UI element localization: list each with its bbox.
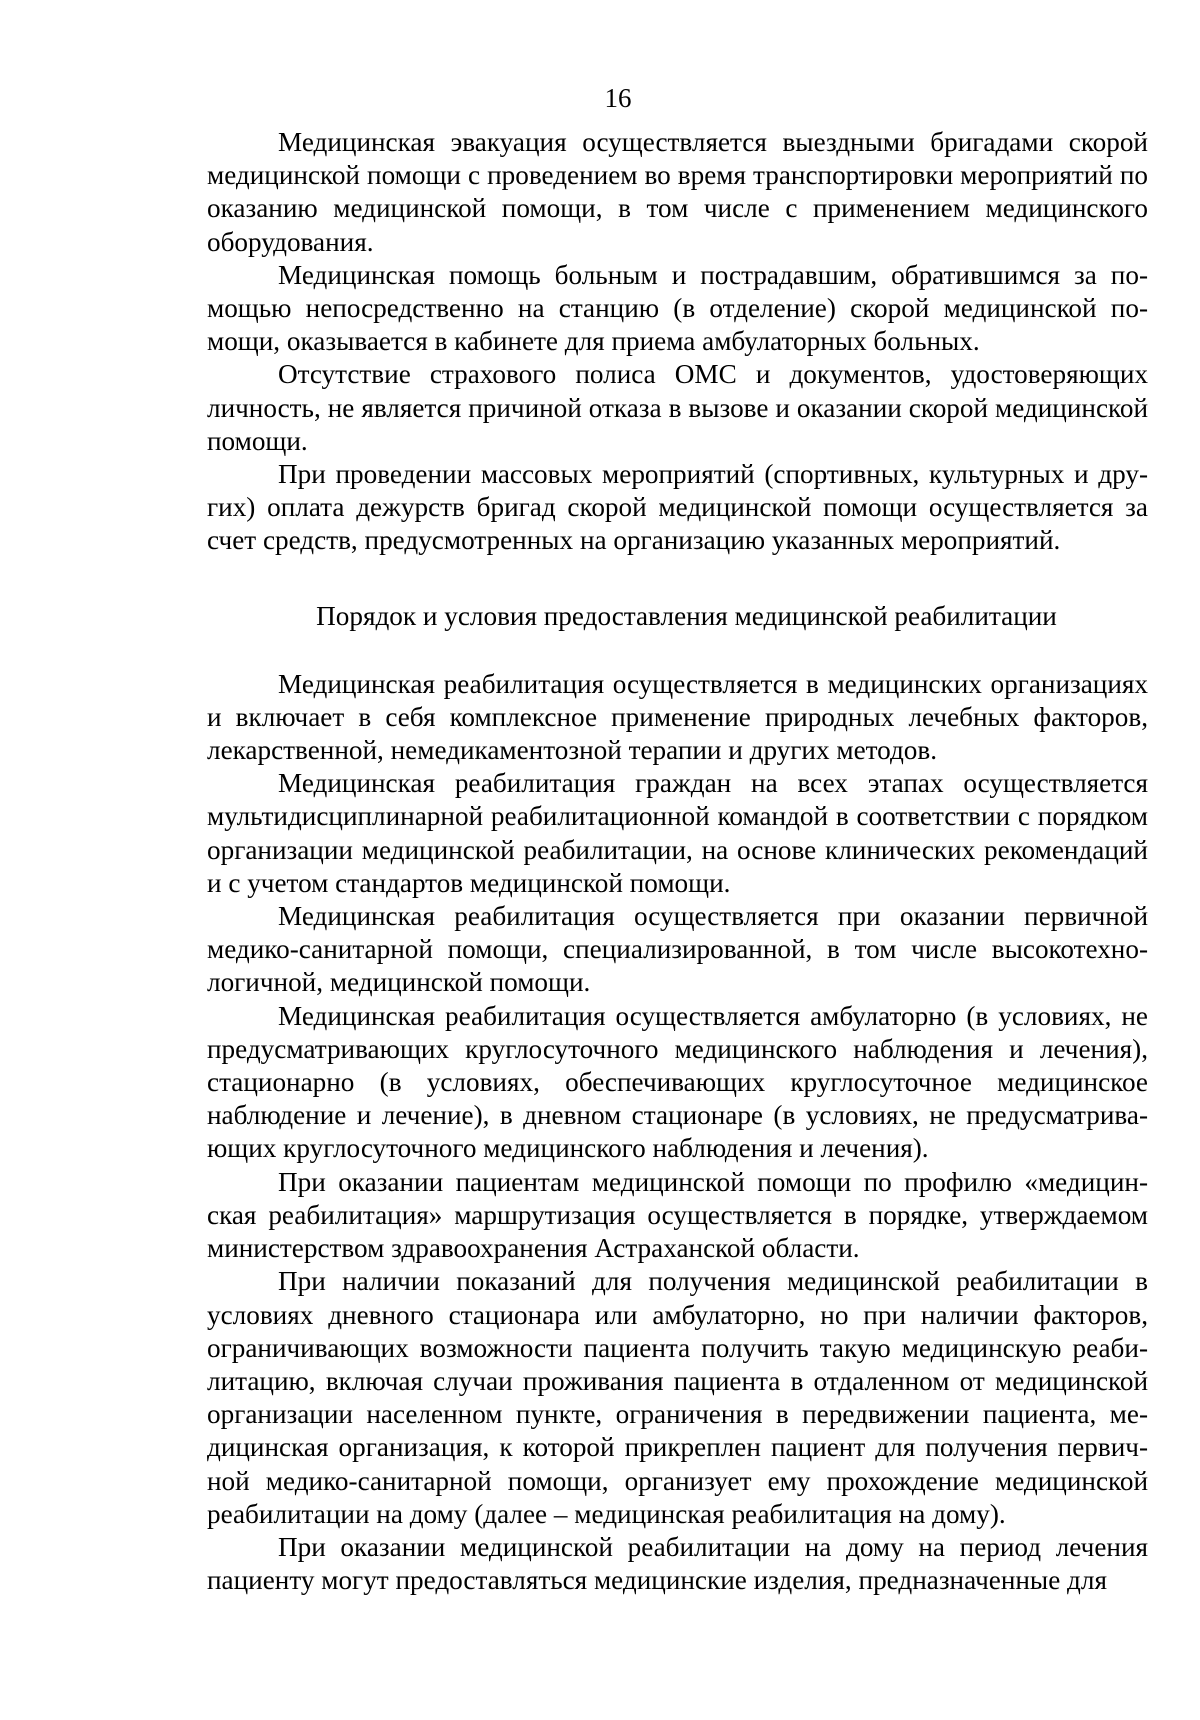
paragraph: Медицинская помощь больным и пострадавшим, обратившимся за помощью непосредственно на станцию (в отделение) скорой медицинской помощи, оказывается в кабинете для приема амбулаторных больных.: [207, 259, 1148, 357]
paragraph: Медицинская реабилитация осуществляется в медицинских организациях и включает в себя комплексное применение природных лечебных факторов, лекарственной, немедикаментозной терапии и других методов.: [207, 668, 1148, 766]
paragraph: При оказании пациентам медицинской помощи по профилю «медицинская реабилитация» маршрутизация осуществляется в порядке, утверждаемом министерством здравоохранения Астраханской области.: [207, 1166, 1148, 1264]
paragraph: При оказании медицинской реабилитации на дому на период лечения пациенту могут предоставляться медицинские изделия, предназначенные для: [207, 1531, 1148, 1596]
document-body: [207, 126, 1148, 1597]
section-emergency-care: [207, 126, 1148, 558]
paragraph: При проведении массовых мероприятий (спортивных, культурных и других) оплата дежурств бригад скорой медицинской помощи осуществляется за счет средств, предусмотренных на организацию указанных мероприятий.: [207, 459, 1148, 556]
page-number: 16: [604, 83, 632, 113]
paragraph: Медицинская эвакуация осуществляется выездными бригадами скорой медицинской помощи с проведением во время транспортировки мероприятий по оказанию медицинской помощи, в том числе с применением медицинского оборудования.: [207, 127, 1148, 257]
paragraph: При наличии показаний для получения медицинской реабилитации в условиях дневного стационара или амбулаторно, но при наличии факторов, ограничивающих возможности пациента получить такую медицинскую реабилитацию, включая случаи проживания пациента в отдаленном от медицинской организации населенном пункте, ограничения в передвижении пациента, медицинская организация, к которой прикреплен пациент для получения первичной медико-санитарной помощи, организует ему прохождение медицинской реабилитации на дому (далее – медицинская реабилитация на дому).: [207, 1266, 1148, 1529]
section-medical-rehabilitation: [207, 668, 1148, 1598]
section-heading: Порядок и условия предоставления медицинской реабилитации: [316, 600, 1057, 631]
paragraph: Медицинская реабилитация осуществляется при оказании первичной медико-санитарной помощи, специализированной, в том числе высокотехнологичной, медицинской помощи.: [207, 901, 1148, 998]
paragraph: Медицинская реабилитация осуществляется амбулаторно (в условиях, не предусматривающих круглосуточного медицинского наблюдения и лечения), стационарно (в условиях, обеспечивающих круглосуточное медицинское наблюдение и лечение), в дневном стационаре (в условиях, не предусматривающих круглосуточного медицинского наблюдения и лечения).: [207, 1000, 1148, 1164]
paragraph: Медицинская реабилитация граждан на всех этапах осуществляется мультидисциплинарной реабилитационной командой в соответствии с порядком организации медицинской реабилитации, на основе клинических рекомендаций и с учетом стандартов медицинской помощи.: [207, 768, 1148, 898]
paragraph: Отсутствие страхового полиса ОМС и документов, удостоверяющих личность, не является причиной отказа в вызове и оказании скорой медицинской помощи.: [207, 359, 1148, 456]
